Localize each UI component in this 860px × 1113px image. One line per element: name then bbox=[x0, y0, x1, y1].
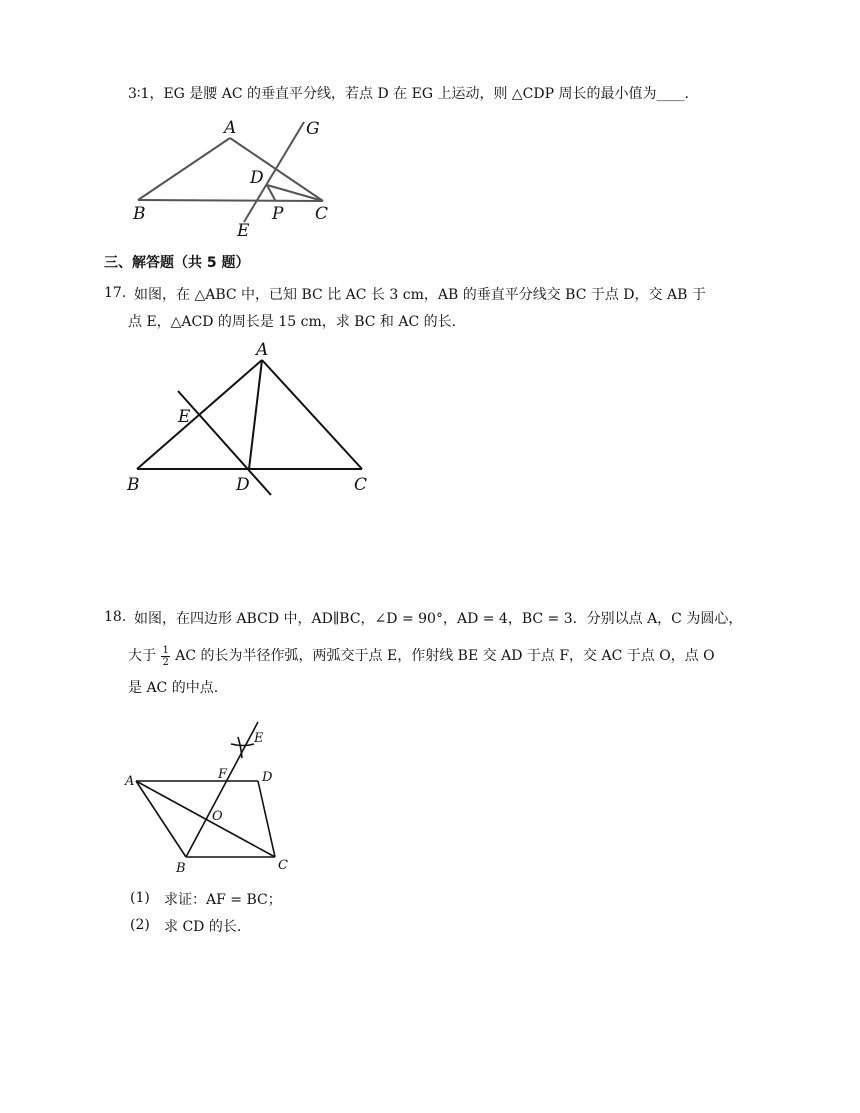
q16-label-c: C bbox=[315, 204, 329, 224]
q17-text-line-2: 点 E，△ACD 的周长是 15 cm，求 BC 和 AC 的长. bbox=[128, 314, 457, 330]
q17-label-e: E bbox=[178, 407, 191, 427]
q16-label-g: G bbox=[306, 119, 320, 139]
q16-text-line: 3∶1，EG 是腰 AC 的垂直平分线，若点 D 在 EG 上运动，则 △CDP 周长的最小值为____. bbox=[128, 86, 689, 102]
q18-line2-prefix: 大于 bbox=[128, 648, 156, 664]
q17-label-b: B bbox=[127, 475, 140, 495]
q18-number: 18. bbox=[104, 609, 127, 625]
q16-label-a: A bbox=[224, 118, 237, 138]
q18-text-line-1: 如图，在四边形 ABCD 中，AD∥BC，∠D = 90°，AD = 4，BC = 3．分别以点 A，C 为圆心， bbox=[134, 611, 743, 627]
q18-sub1-text: 求证：AF = BC； bbox=[164, 892, 282, 908]
q18-line2-suffix: AC 的长为半径作弧，两弧交于点 E，作射线 BE 交 AD 于点 F，交 AC 于点 O，点 O bbox=[175, 648, 715, 664]
q18-label-d: D bbox=[262, 770, 273, 785]
q18-label-c: C bbox=[278, 858, 288, 873]
q17-label-d: D bbox=[236, 475, 250, 495]
q18-sub1-number: (1) bbox=[130, 890, 150, 906]
q16-label-d: D bbox=[250, 168, 264, 188]
q18-sub2-text: 求 CD 的长. bbox=[164, 919, 242, 935]
q17-label-a: A bbox=[256, 340, 269, 360]
q18-label-o: O bbox=[212, 809, 223, 824]
section-title: 三、解答题（共 5 题） bbox=[104, 255, 250, 271]
q18-label-f: F bbox=[218, 767, 228, 782]
q16-label-e: E bbox=[237, 221, 250, 241]
q17-label-c: C bbox=[354, 475, 368, 495]
fraction-denominator: 2 bbox=[162, 656, 169, 668]
q18-label-a: A bbox=[125, 774, 135, 789]
q16-label-b: B bbox=[133, 204, 146, 224]
q17-text-line-1: 如图，在 △ABC 中，已知 BC 比 AC 长 3 cm，AB 的垂直平分线交 BC 于点 D，交 AB 于 bbox=[134, 287, 706, 303]
q18-label-b: B bbox=[176, 861, 186, 876]
q18-text-line-3: 是 AC 的中点. bbox=[128, 680, 219, 696]
q17-number: 17. bbox=[104, 285, 127, 301]
q18-label-e: E bbox=[254, 731, 264, 746]
fraction-numerator: 1 bbox=[162, 644, 169, 656]
q16-label-p: P bbox=[272, 204, 284, 224]
q18-sub2-number: (2) bbox=[130, 917, 150, 933]
